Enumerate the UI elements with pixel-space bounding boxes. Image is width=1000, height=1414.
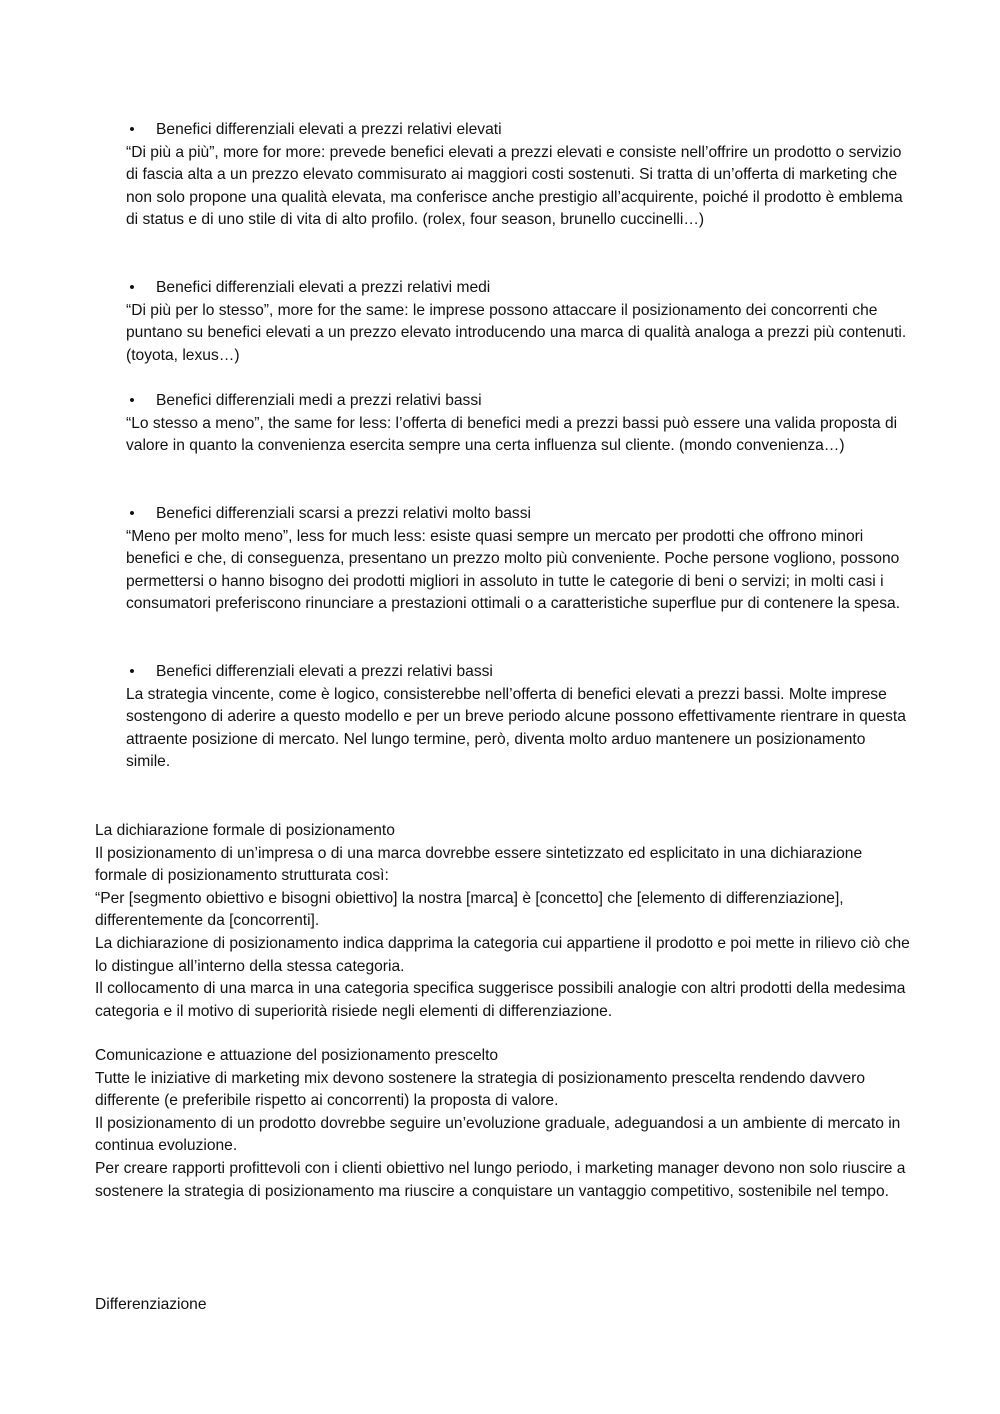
- bullet-icon: •: [129, 505, 135, 522]
- section-title: Comunicazione e attuazione del posizionamento prescelto: [95, 1047, 499, 1064]
- bullet-heading-line: [126, 661, 910, 684]
- bullet-icon: •: [129, 392, 135, 409]
- bullet-item: [126, 277, 910, 367]
- section-paragraph: Il posizionamento di un prodotto dovrebbe seguire un’evoluzione graduale, adeguandosi a un ambiente di mercato in continua evoluzione.: [95, 1114, 901, 1155]
- section-paragraph: Tutte le iniziative di marketing mix devono sostenere la strategia di posizionamento prescelta rendendo davvero differente (e preferibile rispetto ai concorrenti) la proposta di valore.: [95, 1069, 866, 1110]
- bullet-item: [126, 503, 910, 616]
- bullet-body: “Di più a più”, more for more: prevede benefici elevati a prezzi elevati e consiste nell’offrire un prodotto o servizio di fascia alta a un prezzo elevato commisurato ai maggiori costi sostenuti. Si tratta di un’offerta di marketing che non solo propone una qualità elevata, ma conferisce anche prestigio all’acquirente, poiché il prodotto è emblema di status e di uno stile di vita di alto profilo. (rolex, four season, brunello cuccinelli…): [126, 143, 903, 229]
- section-positioning-statement: [95, 820, 910, 1023]
- bullet-heading: Benefici differenziali medi a prezzi relativi bassi: [156, 392, 482, 409]
- section-title: Differenziazione: [95, 1296, 207, 1313]
- section-paragraph: Per creare rapporti profittevoli con i clienti obiettivo nel lungo periodo, i marketing manager devono non solo riuscire a sostenere la strategia di posizionamento ma riuscire a conquistare un vantaggio competitivo, sostenibile nel tempo.: [95, 1159, 906, 1200]
- bullet-item: [126, 119, 910, 232]
- bullet-heading: Benefici differenziali elevati a prezzi relativi elevati: [156, 121, 502, 138]
- bullet-item: [126, 661, 910, 774]
- section-communication: [95, 1045, 910, 1203]
- bullet-heading: Benefici differenziali elevati a prezzi relativi medi: [156, 279, 491, 296]
- bullet-icon: •: [129, 663, 135, 680]
- bullet-heading-line: [126, 390, 910, 413]
- section-paragraph: Il collocamento di una marca in una categoria specifica suggerisce possibili analogie con altri prodotti della medesima categoria e il motivo di superiorità risiede negli elementi di differenziazione.: [95, 980, 906, 1020]
- bullet-heading-line: [126, 503, 910, 526]
- section-paragraph: La dichiarazione di posizionamento indica dapprima la categoria cui appartiene il prodotto e poi mette in rilievo ciò che lo distingue all’interno della stessa categoria.: [95, 934, 910, 975]
- bullet-heading: Benefici differenziali elevati a prezzi relativi bassi: [156, 663, 493, 680]
- bullet-icon: •: [129, 121, 135, 138]
- bullet-body: “Lo stesso a meno”, the same for less: l’offerta di benefici medi a prezzi bassi può essere una valida proposta di valore in quanto la convenienza esercita sempre una certa influenza sul cliente. (mondo convenienza…): [126, 414, 898, 455]
- bullet-item: [126, 390, 910, 458]
- bullet-body: La strategia vincente, come è logico, consisterebbe nell’offerta di benefici elevati a prezzi bassi. Molte imprese sostengono di aderire a questo modello e per un breve periodo alcune possono effettivamente rientrare in questa attraente posizione di mercato. Nel lungo termine, però, diventa molto arduo mantenere un posizionamento simile.: [126, 685, 906, 771]
- section-paragraph: “Per [segmento obiettivo e bisogni obiettivo] la nostra [marca] è [concetto] che [elemento di differenziazione], differentemente da [concorrenti].: [95, 889, 844, 930]
- bullet-icon: •: [129, 279, 135, 296]
- section-differentiation: [95, 1294, 910, 1317]
- section-title: La dichiarazione formale di posizionamento: [95, 822, 395, 839]
- bullet-heading: Benefici differenziali scarsi a prezzi relativi molto bassi: [156, 505, 531, 522]
- bullet-heading-line: [126, 119, 910, 142]
- bullet-heading-line: [126, 277, 910, 300]
- bullet-body: “Meno per molto meno”, less for much less: esiste quasi sempre un mercato per prodotti che offrono minori benefici e che, di conseguenza, presentano un prezzo molto più conveniente. Poche persone vogliono, possono permettersi o hanno bisogno dei prodotti migliori in assoluto in tutte le categorie di beni o servizi; in molti casi i consumatori preferiscono rinunciare a prestazioni ottimali o a caratteristiche superflue pur di contenere la spesa.: [126, 527, 901, 613]
- bullet-body: “Di più per lo stesso”, more for the same: le imprese possono attaccare il posizionamento dei concorrenti che puntano su benefici elevati a un prezzo elevato introducendo una marca di qualità analoga a prezzi più contenuti. (toyota, lexus…): [126, 301, 907, 364]
- section-paragraph: Il posizionamento di un’impresa o di una marca dovrebbe essere sintetizzato ed esplicitato in una dichiarazione formale di posizionamento strutturata così:: [95, 844, 863, 885]
